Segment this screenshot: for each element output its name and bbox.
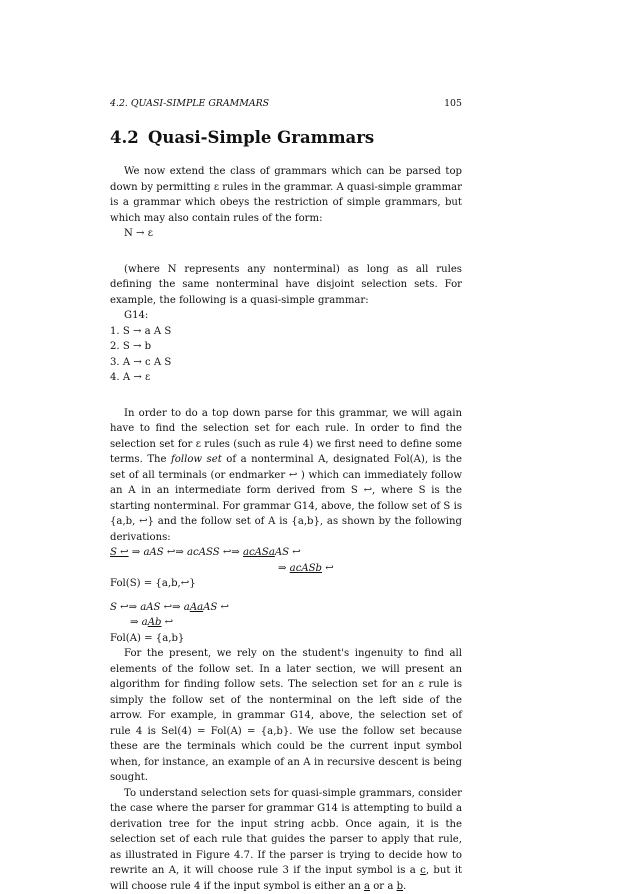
grammar-name: G14:: [110, 308, 462, 324]
term-follow-set: follow set: [171, 454, 222, 465]
grammar-rule: 3. A → c A S: [110, 355, 462, 371]
grammar-rule: 1. S → a A S: [110, 324, 462, 340]
running-header: [110, 96, 462, 110]
derivation-s: S ↩ ⇒ aAS ↩⇒ acASS ↩⇒ acASaAS ↩ ⇒ acASb ↩: [110, 545, 462, 576]
paragraph-follow-set: In order to do a top down parse for this grammar, we will again have to find the selection set for each rule. In order to find the selection set for ε rules (such as rule 4) we first need to define some terms. The follow set of a nonterminal A, designated Fol(A), is the set of all terminals (or endmarker ↩ ) which can immediately follow an A in an intermediate form derived from S ↩, where S is the starting nonterminal. For grammar G14, above, the follow set of S is {a,b, ↩} and the follow set of A is {a,b}, as shown by the following derivations:: [110, 406, 462, 546]
grammar-rule: 2. S → b: [110, 339, 462, 355]
paragraph-example: To understand selection sets for quasi-simple grammars, consider the case where the parser for grammar G14 is attempting to build a derivation tree for the input string acbb. Once again, it is the selection set of each rule that guides the parser to apply that rule, as illustrated in Figure 4.7. If the parser is trying to decide how to rewrite an A, it will choose rule 3 if the input symbol is a c, but it will choose rule 4 if the input symbol is either an a or a b.: [110, 786, 462, 894]
section-number: 4.2: [110, 128, 148, 148]
follow-set-a: Fol(A) = {a,b}: [110, 631, 462, 647]
running-title: 4.2. QUASI-SIMPLE GRAMMARS: [110, 98, 269, 109]
rule-form: N → ε: [110, 226, 462, 242]
page-content: [110, 96, 462, 894]
page-number: 105: [444, 96, 462, 112]
paragraph-disjoint: (where N represents any nonterminal) as long as all rules defining the same nonterminal have disjoint selection sets. For example, the following is a quasi-simple grammar:: [110, 262, 462, 309]
grammar-rule: 4. A → ε: [110, 370, 462, 386]
derivation-a: S ↩⇒ aAS ↩⇒ aAaAS ↩ ⇒ aAb ↩: [110, 600, 462, 631]
paragraph-intro: We now extend the class of grammars which can be parsed top down by permitting ε rules in the grammar. A quasi-simple grammar is a grammar which obeys the restriction of simple grammars, but which may also contain rules of the form:: [110, 164, 462, 226]
follow-set-s: Fol(S) = {a,b,↩}: [110, 576, 462, 592]
section-heading: [110, 128, 462, 148]
grammar-rules: [110, 324, 462, 386]
section-title: Quasi-Simple Grammars: [148, 128, 374, 147]
paragraph-epsilon-rule: For the present, we rely on the student's ingenuity to find all elements of the follow set. In a later section, we will present an algorithm for finding follow sets. The selection set for an ε rule is simply the follow set of the nonterminal on the left side of the arrow. For example, in grammar G14, above, the selection set of rule 4 is Sel(4) = Fol(A) = {a,b}. We use the follow set because these are the terminals which could be the current input symbol when, for instance, an example of an A in recursive descent is being sought.: [110, 646, 462, 786]
